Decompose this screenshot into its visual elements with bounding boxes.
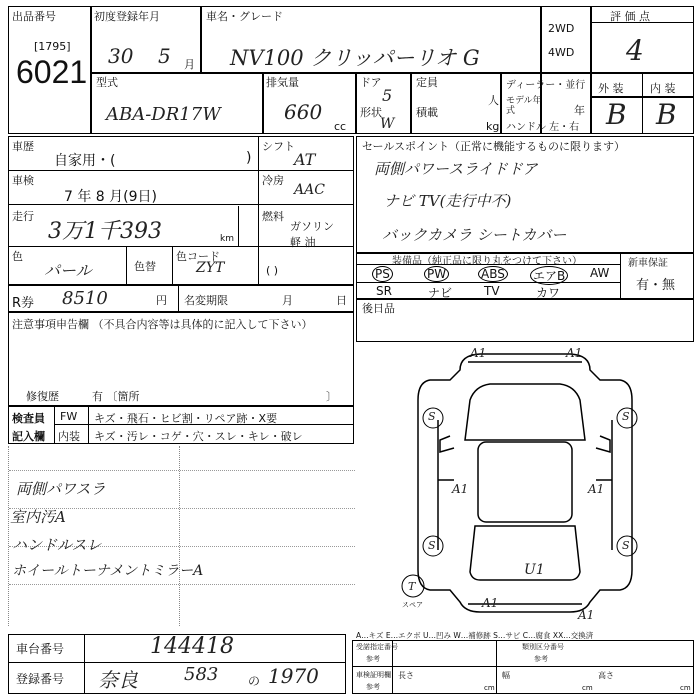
car-damage-diagram [380,340,670,630]
shape-value: W [380,116,395,132]
damage-mark-front-left: A1 [470,346,487,360]
tire-mark-rl: S [428,539,436,552]
handwritten-note-2: 室内汚A [10,508,66,526]
damage-mark-rear-glass: U1 [524,562,545,578]
capacity-label: 定員 [416,76,438,89]
model-year-label: モデル年式 [506,96,542,116]
fw-items: キズ・飛石・ヒビ割・リペア跡・X要 [94,412,278,425]
chassis-label: 車台番号 [16,642,65,656]
mileage-label: 走行 [12,210,34,223]
displacement-label: 排気量 [266,76,299,89]
reg-year-label: 初度登録年月 [94,10,160,23]
tire-mark-fr: S [622,410,630,423]
recycle-label: R券 [12,296,35,311]
length-label: 長さ [398,671,414,680]
damage-mark-right-side: A1 [588,482,605,496]
cc-unit: cc [334,120,347,133]
class-ref-label: 参考 [534,655,548,663]
width-label: 幅 [502,671,510,680]
equip-sr: SR [376,284,392,298]
sales-line-1: 両側パワースライドドア [374,160,538,178]
damage-mark-rear-right: A1 [578,608,595,622]
damage-mark-left-side: A1 [452,482,469,496]
fuel-paren: ( ) [266,264,279,277]
tire-mark-fl: S [428,410,436,423]
equip-navi: ナビ [428,286,453,300]
lot-label: 出品番号 [12,10,56,23]
height-label: 高さ [598,671,614,680]
fw-label: FW [60,410,78,423]
handwritten-note-1: 両側パワスラ [16,480,106,498]
spare-label: スペア [402,601,423,609]
model-value: ABA-DR17W [106,104,221,125]
width-unit: cm [582,684,593,692]
equip-tv: TV [484,284,500,298]
fuel-gas: ガソリン [290,220,334,233]
new-warranty-label: 新車保証 [628,258,668,269]
equip-leather: カワ [536,286,561,300]
car-name: NV100 クリッパーリオ G [230,46,480,70]
reg-cert-label: 車検証明欄 [356,671,391,679]
tire-mark-rr: S [622,539,630,552]
sales-label: セールスポイント（正常に機能するものに限ります） [362,140,626,153]
spare-tire-mark: T [408,580,416,593]
equip-ps: PS [372,266,393,282]
damage-mark-rear-left: A1 [482,596,499,610]
drive-2wd: 2WD [548,22,575,35]
history-label: 車歴 [12,140,34,153]
score-label: 評 価 点 [610,10,650,23]
handwritten-note-3: ハンドルスレ [12,536,102,554]
ac-label: 冷房 [262,174,284,187]
name-change-day: 日 [336,294,347,307]
damage-legend: A…キズ E…エクボ U…凹み W…補修跡 S…サビ C…腐食 XX…交換済 [356,631,594,640]
damage-mark-front-right: A1 [566,346,583,360]
color-code-label: 色コード [176,250,220,263]
person-unit: 人 [488,94,499,107]
equip-pw: PW [424,266,449,282]
length-unit: cm [484,684,495,692]
handwritten-note-4: ホイールトーナメントミラーA [12,563,204,579]
interior-items: キズ・汚レ・コゲ・穴・スレ・キレ・破レ [94,430,303,443]
plate-number: 1970 [268,664,319,688]
color-value: パール [44,261,92,280]
color-change-label: 色替 [134,260,156,273]
ac-value: AAC [294,182,325,198]
sales-line-2: ナビ TV(走行中不) [384,192,512,210]
repair-close: 〕 [326,390,337,403]
reg-cert-ref-label: 参考 [366,683,380,691]
exterior-label: 外 装 [598,82,624,95]
cert-label: 受諾指定番号 [356,643,398,651]
handle-label: ハンドル 左・右 [506,122,580,133]
car-name-label: 車名・グレード [206,10,283,23]
notes-label: 注意事項申告欄 （不具合内容等は具体的に記入して下さい） [12,318,313,331]
displacement-value: 660 [284,100,323,124]
plate-kana: の [248,674,261,688]
equip-airbag: エアB [530,266,568,285]
exterior-grade: B [606,98,627,131]
cert-ref-label: 参考 [366,655,380,663]
plate-label: 登録番号 [16,672,65,686]
repair-value: 有 〔箇所 [92,390,140,403]
inspector-label: 検査員 [12,412,45,425]
doors-value: 5 [382,86,393,105]
dealer-label: ディーラー・並行 [506,80,586,91]
history-value: 自家用・( [54,153,116,169]
year-unit: 年 [574,104,585,117]
reg-year: 30 [108,44,134,68]
inspection-value: 7 年 8 月(9日) [64,189,157,205]
model-label: 型式 [96,76,118,89]
kg-unit: kg [486,120,500,133]
color-label: 色 [12,250,23,263]
load-label: 積載 [416,106,438,119]
chassis-value: 144418 [150,634,234,659]
score-value: 4 [626,34,644,67]
lot-number: 6021 [16,54,88,90]
interior-grade: B [656,98,677,131]
fuel-label: 燃料 [262,210,284,223]
month-suffix: 月 [184,58,195,71]
name-change-month: 月 [282,294,293,307]
delivery-label: 後日品 [362,302,395,315]
interior-check-label: 内装 [58,430,80,443]
delivery-frame [356,298,694,342]
new-warranty-value: 有・無 [636,278,676,293]
drive-4wd: 4WD [548,46,575,59]
shift-value: AT [294,150,316,169]
class-label: 類別区分番号 [522,643,564,651]
sales-line-3: バックカメラ シートカバー [382,226,567,244]
equip-abs: ABS [478,266,508,282]
repair-label: 修復歴 [26,390,59,403]
name-change-label: 名変期限 [184,294,228,307]
mileage-value: 3万1千393 [48,219,162,244]
interior-label: 内 装 [650,82,676,95]
equipment-label: 装備品（純正品に限り丸をつけて下さい） [392,256,582,267]
fill-label: 記入欄 [12,430,45,443]
plate-area: 奈良 [98,668,138,692]
inspection-label: 車検 [12,174,34,187]
doors-label: ドア [360,76,382,89]
lot-small: [1795] [34,40,71,53]
km-unit: km [220,234,234,244]
fuel-diesel: 軽 油 [290,236,316,249]
color-code-value: ZYT [196,260,225,276]
yen-unit: 円 [156,294,167,307]
height-unit: cm [680,684,691,692]
recycle-value: 8510 [62,288,108,309]
reg-month: 5 [158,44,171,68]
shape-label: 形状 [360,106,382,119]
shift-label: シフト [262,140,295,153]
equip-aw: AW [590,266,610,280]
plate-class: 583 [184,664,219,685]
